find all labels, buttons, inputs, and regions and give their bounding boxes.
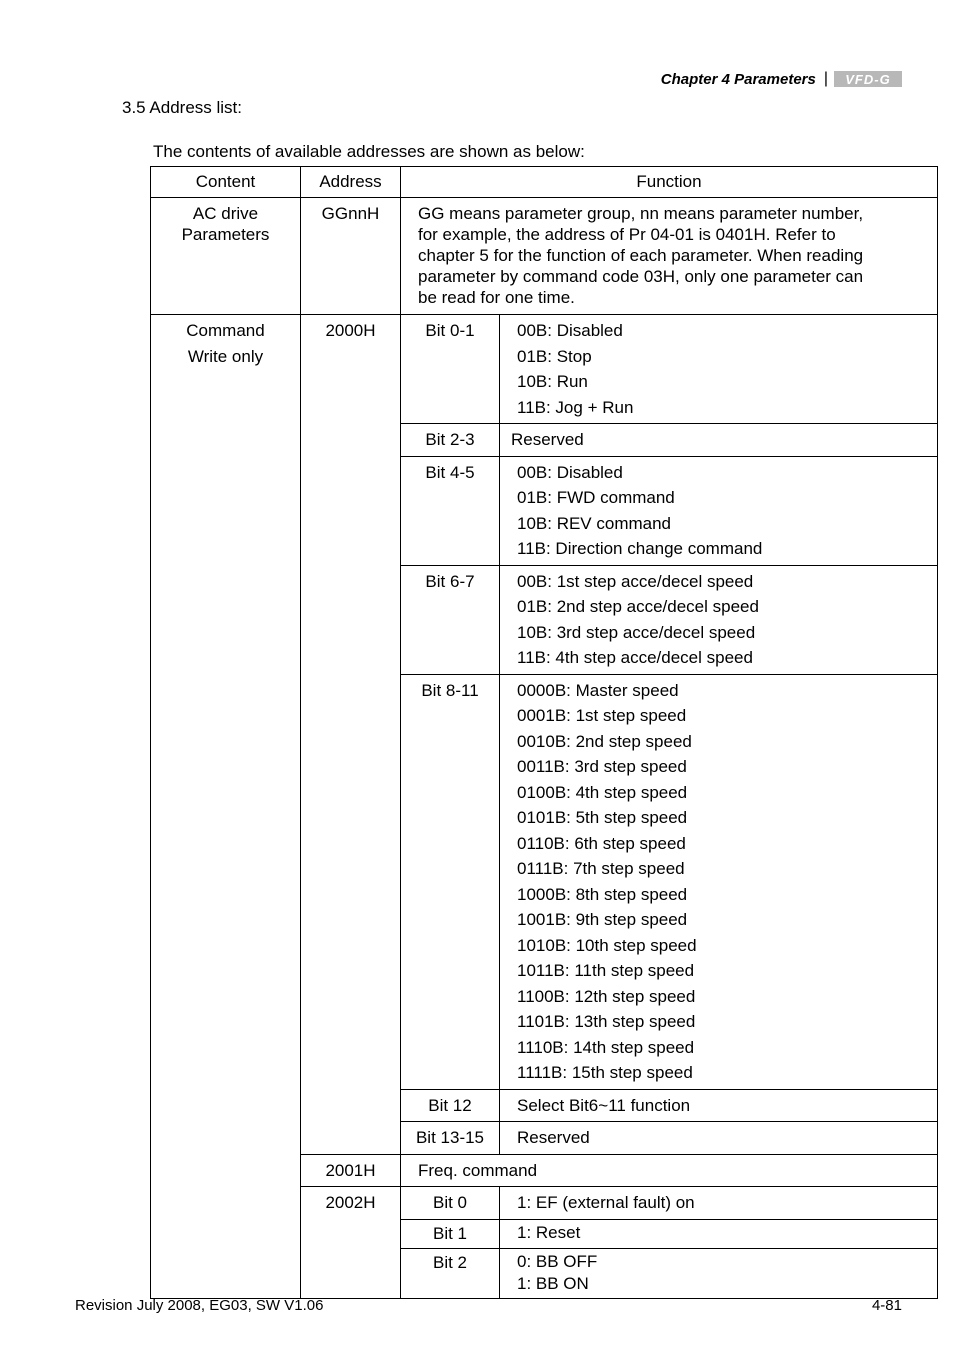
bit-label: Bit 1 [401,1219,500,1248]
bit-value: 1111B: 15th step speed [517,1063,693,1082]
bit-value: 1001B: 9th step speed [517,910,688,929]
bit-value: 01B: 2nd step acce/decel speed [517,597,759,616]
address-2002h: 2002H [301,1187,401,1299]
bit-value-cell [500,1089,938,1122]
bit-label: Bit 6-7 [401,565,500,674]
bit-value: Select Bit6~11 function [517,1095,691,1115]
bit-value: 00B: 1st step acce/decel speed [517,571,754,591]
bit-value-cell [500,674,938,1089]
table-row-ac-drive [151,198,938,315]
header-function: Function [401,167,938,198]
bit-value: 01B: Stop [517,346,592,366]
vfd-g-logo: VFD-G [834,71,902,87]
function-line: be read for one time. [418,288,575,307]
bit-label: Bit 12 [401,1089,500,1122]
bit-value: 01B: FWD command [517,488,675,507]
ac-drive-content [151,198,301,315]
table-header-row [151,167,938,198]
bit-value: 0011B: 3rd step speed [517,757,687,776]
bit-value: 1: Reset [517,1222,581,1242]
bit-value: 1010B: 10th step speed [517,935,697,955]
bit-value: 0111B: 7th step speed [517,859,685,878]
bit-value-cell [500,1187,938,1220]
function-line: for example, the address of Pr 04-01 is 0401H. Refer to [418,225,836,244]
bit-value: 10B: Run [517,372,588,391]
ac-drive-function [401,198,938,315]
bit-value: 11B: Direction change command [517,539,763,558]
content-line: Command [186,321,265,340]
bit-value: 0100B: 4th step speed [517,782,688,802]
bit-label: Bit 2-3 [401,424,500,457]
bit-value: 0: BB OFF [517,1251,598,1271]
header-address: Address [301,167,401,198]
bit-value: Reserved [511,430,584,449]
address-2000h: 2000H [301,315,401,1155]
content-line: AC drive [192,204,259,223]
footer-revision: Revision July 2008, EG03, SW V1.06 [75,1297,324,1314]
bit-value: 1: EF (external fault) on [517,1193,695,1212]
bit-value-cell [500,1219,938,1248]
bit-value-cell [500,565,938,674]
bit-value: 1101B: 13th step speed [517,1012,696,1031]
bit-label: Bit 8-11 [401,674,500,1089]
function-line: parameter by command code 03H, only one parameter can [418,267,864,286]
bit-value-cell [500,424,938,457]
bit-value: 0001B: 1st step speed [517,706,687,725]
bit-value: 1011B: 11th step speed [517,961,695,980]
bit-value: 0000B: Master speed [517,680,679,700]
header-content: Content [151,167,301,198]
bit-label: Bit 0 [401,1187,500,1220]
table-row [151,315,938,424]
footer-page-number: 4-81 [871,1297,902,1314]
function-line: chapter 5 for the function of each parameter. When reading [418,246,864,265]
section-title: 3.5 Address list: [122,98,243,117]
intro-text: The contents of available addresses are shown as below: [153,142,585,161]
bit-value: Reserved [517,1128,590,1147]
page-header [661,70,902,88]
bit-value: 1000B: 8th step speed [517,884,688,904]
bit-value: 0010B: 2nd step speed [517,731,692,751]
bit-label: Bit 0-1 [401,315,500,424]
ac-drive-address: GGnnH [301,198,401,315]
bit-value-cell [500,1122,938,1155]
bit-value: 1110B: 14th step speed [517,1037,695,1057]
address-table [150,166,938,1299]
bit-label: Bit 2 [401,1248,500,1298]
bit-value: 1100B: 12th step speed [517,986,696,1006]
chapter-title: Chapter 4 Parameters [660,70,816,88]
bit-value: 1: BB ON [517,1273,589,1293]
function-line: GG means parameter group, nn means parameter number, [418,204,864,223]
bit-value: 0101B: 5th step speed [517,808,688,827]
header-separator: | [823,70,828,87]
content-line: Parameters [181,225,270,244]
bit-value-cell [500,1248,938,1298]
bit-value-cell [500,315,938,424]
bit-value: 10B: 3rd step acce/decel speed [517,622,756,642]
content-line: Write only [187,346,264,366]
command-content [151,315,301,1299]
address-2001h: 2001H [301,1154,401,1187]
bit-value: 0110B: 6th step speed [517,833,686,853]
bit-value-cell [500,456,938,565]
freq-command: Freq. command [401,1154,938,1187]
bit-value: 11B: 4th step acce/decel speed [517,648,753,667]
bit-value: 00B: Disabled [517,321,623,340]
bit-value: 00B: Disabled [517,462,623,482]
bit-value: 11B: Jog + Run [517,397,634,417]
bit-value: 10B: REV command [517,513,672,533]
bit-label: Bit 4-5 [401,456,500,565]
bit-label: Bit 13-15 [401,1122,500,1155]
